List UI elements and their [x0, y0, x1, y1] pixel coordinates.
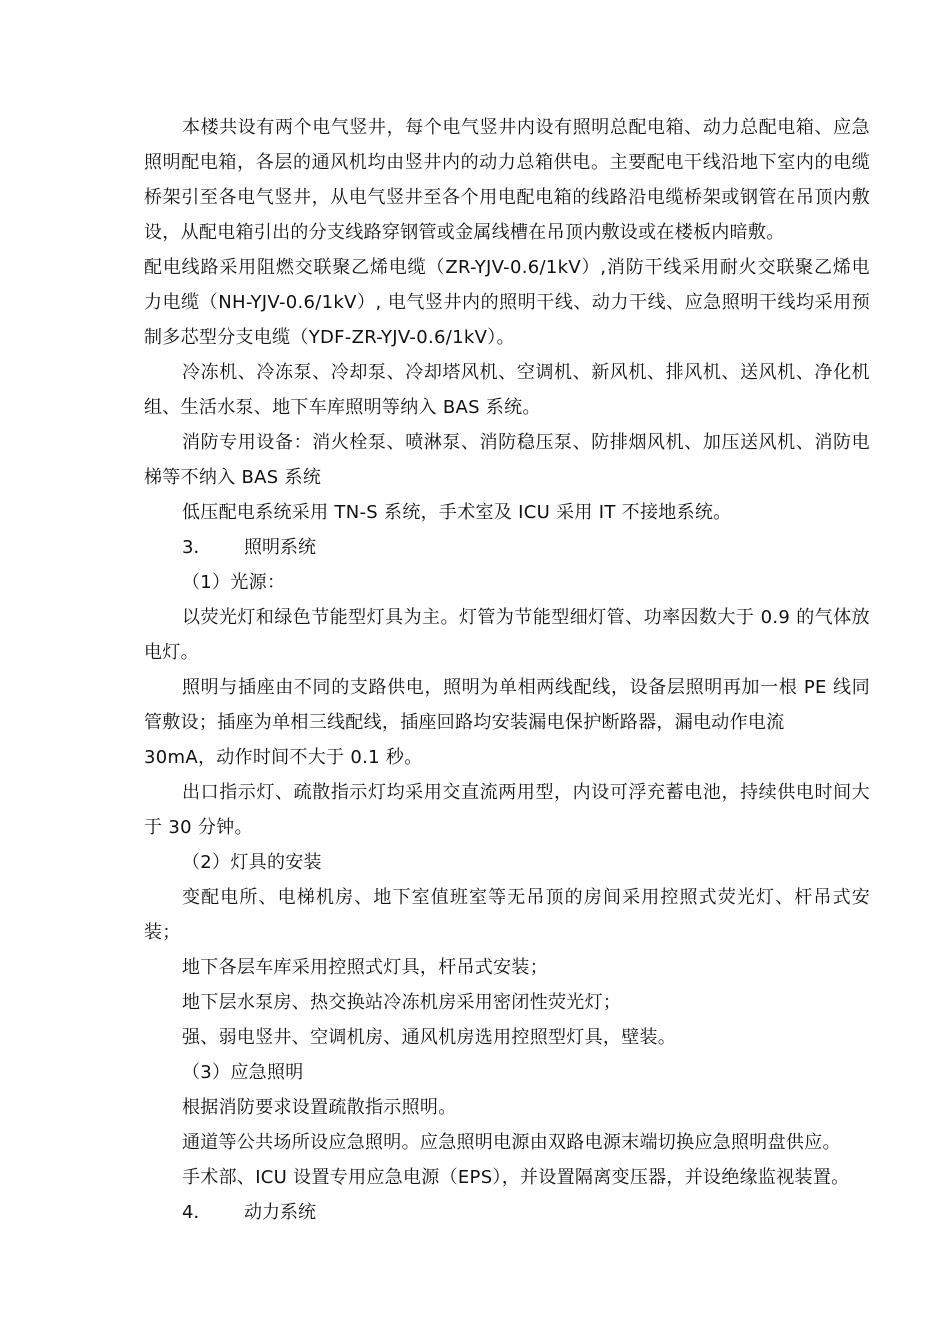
- paragraph-substation-lighting: 变配电所、电梯机房、地下室值班室等无吊顶的房间采用控照式荧光灯、杆吊式安装；: [144, 887, 870, 943]
- paragraph-fire-equipment: 消防专用设备：消火栓泵、喷淋泵、消防稳压泵、防排烟风机、加压送风机、消防电梯等不纳入 BAS 系统: [144, 432, 870, 488]
- paragraph-pump-room-lighting: 地下层水泵房、热交换站冷冻机房采用密闭性荧光灯；: [182, 992, 622, 1013]
- section-heading-lighting: [144, 530, 870, 565]
- document-body: [144, 110, 870, 1230]
- section-title: 动力系统: [244, 1202, 316, 1223]
- paragraph-light-source: 以荧光灯和绿色节能型灯具为主。灯管为节能型细灯管、功率因数大于 0.9 的气体放电灯。: [144, 607, 870, 663]
- paragraph-evacuation-lighting: 根据消防要求设置疏散指示照明。: [182, 1097, 457, 1118]
- paragraph-cable-types: 配电线路采用阻燃交联聚乙烯电缆（ZR-YJV-0.6/1kV）,消防干线采用耐火交联聚乙烯电力电缆（NH-YJV-0.6/1kV）, 电气竖井内的照明干线、动力干线、应急照明干线均采用预制多芯型分支电缆（YDF-ZR-YJV-0.6/1kV）。: [144, 257, 870, 348]
- paragraph-lighting-circuits: 照明与插座由不同的支路供电，照明为单相两线配线，设备层照明再加一根 PE 线同管敷设；插座为单相三线配线，插座回路均安装漏电保护断路器，漏电动作电流 30mA，动作时间不大于 0.1 秒。: [144, 677, 870, 768]
- paragraph-shaft-lighting: 强、弱电竖井、空调机房、通风机房选用控照型灯具，壁装。: [182, 1027, 677, 1048]
- paragraph-exit-signs: 出口指示灯、疏散指示灯均采用交直流两用型，内设可浮充蓄电池，持续供电时间大于 30 分钟。: [144, 782, 870, 838]
- paragraph-electrical-shafts: 本楼共设有两个电气竖井，每个电气竖井内设有照明总配电箱、动力总配电箱、应急照明配电箱，各层的通风机均由竖井内的动力总箱供电。主要配电干线沿地下室内的电缆桥架引至各电气竖井，从电气竖井至各个用电配电箱的线路沿电缆桥架或钢管在吊顶内敷设，从配电箱引出的分支线路穿钢管或金属线槽在吊顶内敷设或在楼板内暗敷。: [144, 117, 870, 243]
- subheading-fixture-installation: （2）灯具的安装: [182, 852, 322, 873]
- section-title: 照明系统: [244, 537, 316, 558]
- paragraph-public-emergency-lighting: 通道等公共场所设应急照明。应急照明电源由双路电源末端切换应急照明盘供应。: [182, 1132, 841, 1153]
- section-number: 3．: [182, 537, 212, 558]
- section-number: 4．: [182, 1202, 212, 1223]
- section-heading-power: [144, 1195, 870, 1230]
- subheading-light-source: （1）光源：: [182, 572, 286, 593]
- paragraph-eps: 手术部、ICU 设置专用应急电源（EPS），并设置隔离变压器，并设绝缘监视装置。: [182, 1167, 850, 1188]
- paragraph-bas-included: 冷冻机、冷冻泵、冷却泵、冷却塔风机、空调机、新风机、排风机、送风机、净化机组、生活水泵、地下车库照明等纳入 BAS 系统。: [144, 362, 870, 418]
- paragraph-low-voltage-system: 低压配电系统采用 TN-S 系统，手术室及 ICU 采用 IT 不接地系统。: [182, 502, 732, 523]
- paragraph-garage-lighting: 地下各层车库采用控照式灯具，杆吊式安装；: [182, 957, 548, 978]
- subheading-emergency-lighting: （3）应急照明: [182, 1062, 304, 1083]
